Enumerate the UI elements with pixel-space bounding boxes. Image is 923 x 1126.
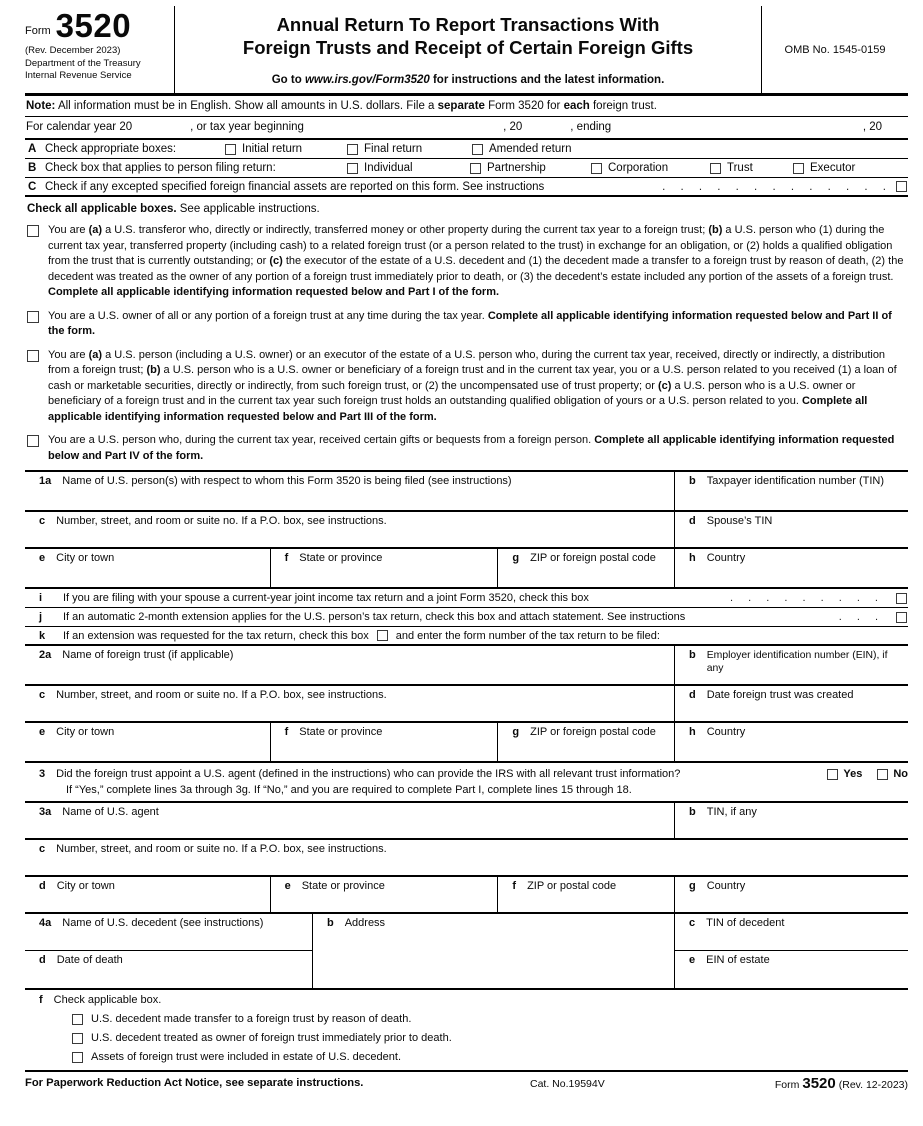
individual-checkbox[interactable] [347,163,358,174]
extension-2month-checkbox[interactable] [896,612,907,623]
beginning-year-field[interactable] [522,121,570,133]
line-c-dot-leader: . . . . . . . . . . . . . [662,180,886,193]
field-2c-street[interactable] [25,686,674,721]
line-1k [25,627,908,644]
goto-instructions: Go to www.irs.gov/Form3520 for instructions and the latest information. [271,74,665,86]
field-label: Country [706,880,746,892]
ending-year-field[interactable] [882,121,908,133]
assets-included-option[interactable] [25,1051,908,1063]
field-3e-agent-state[interactable] [270,877,498,912]
field-label: Name of U.S. decedent (see instructions) [62,917,264,929]
amended-return-option[interactable] [472,143,571,155]
row-2c [25,686,908,723]
distribution-paragraph [25,342,908,428]
partnership-checkbox[interactable] [470,163,481,174]
executor-label: Executor [810,162,856,174]
field-number: 1a [39,475,52,487]
field-2b-ein[interactable] [674,646,908,684]
field-number: h [688,552,696,564]
row-1e [25,549,908,589]
row-3d [25,877,908,914]
field-label: Name of U.S. person(s) with respect to whom this Form 3520 is being filed (see instructions) [62,475,512,487]
field-number: f [512,880,517,892]
field-2d-date-created[interactable] [674,686,908,721]
field-number: c [39,843,46,855]
line-b-letter: B [28,162,37,174]
tax-year-ending-field[interactable] [611,121,863,133]
field-label: State or province [299,552,383,564]
field-2g-zip[interactable] [497,723,674,761]
executor-option[interactable] [793,162,855,174]
gifts-paragraph [25,427,908,470]
yes-checkbox[interactable] [827,769,838,780]
field-label: State or province [299,726,383,738]
owner-paragraph [25,303,908,342]
field-label: Employer identification number (EIN), if any [706,650,888,674]
field-label: City or town [56,880,115,892]
row-1i [25,589,908,608]
field-label: ZIP or foreign postal code [530,726,656,738]
field-number: c [39,689,46,701]
field-3b-agent-tin[interactable] [674,803,908,838]
extension-requested-checkbox[interactable] [377,630,388,641]
field-3c-agent-street[interactable] [25,840,908,875]
partnership-label: Partnership [487,162,546,174]
field-number: b [689,649,696,661]
field-label: Date of death [56,954,123,966]
line-b [25,159,908,178]
field-3a-agent-name[interactable] [25,803,674,838]
form-title-line2: Foreign Trusts and Receipt of Certain Foreign Gifts [242,37,694,58]
decedent-left-column [25,914,312,988]
no-option[interactable] [877,766,908,782]
trust-option[interactable] [710,162,753,174]
distribution-checkbox[interactable] [27,350,39,362]
department-line1: Department of the Treasury [25,58,141,69]
field-number: e [688,954,696,966]
field-number: 3a [39,806,52,818]
field-label: Name of U.S. agent [62,806,159,818]
field-number: g [688,880,696,892]
field-2h-country[interactable] [674,723,908,761]
field-3f-agent-zip[interactable] [497,877,674,912]
row-1a [25,472,908,512]
decedent-middle-column [312,914,674,988]
field-label: ZIP or foreign postal code [530,552,656,564]
row-3 [25,763,908,803]
final-return-checkbox[interactable] [347,144,358,155]
field-1b-tin[interactable] [674,472,908,510]
field-3g-agent-country[interactable] [674,877,908,912]
field-1g-zip[interactable] [497,549,674,587]
field-4e-estate-ein[interactable] [675,951,908,988]
line-1k-label-2: and enter the form number of the tax return to be filed: [395,629,660,642]
field-number: 2a [39,649,52,661]
footer-revision: (Rev. 12-2023) [838,1079,908,1091]
field-number: b [689,806,696,818]
decedent-transfer-option[interactable] [25,1013,908,1025]
owner-text: You are a U.S. owner of all or any portion of a foreign trust at any time during the tax year. Complete all applicable identifying information requested below and Part II of the form. [48,309,892,337]
calendar-year-line [25,117,908,140]
field-number: k [39,629,46,642]
field-label: Date foreign trust was created [706,689,854,701]
field-4d-date-of-death[interactable] [25,951,312,988]
field-number: g [512,552,520,564]
field-number: h [688,726,696,738]
yes-option[interactable] [827,766,862,782]
field-number: g [512,726,520,738]
corporation-label: Corporation [608,162,669,174]
line-c [25,178,908,197]
joint-return-checkbox[interactable] [896,593,907,604]
field-2e-city[interactable] [25,723,270,761]
excepted-assets-checkbox[interactable] [896,181,907,192]
decedent-transfer-label: U.S. decedent made transfer to a foreign trust by reason of death. [91,1013,412,1025]
field-label: Number, street, and room or suite no. If a P.O. box, see instructions. [56,843,387,855]
identification-table [25,470,908,1072]
no-checkbox[interactable] [877,769,888,780]
field-number: j [39,611,43,623]
field-number: e [39,726,46,738]
catalog-number: Cat. No.19594V [530,1078,605,1090]
decedent-owner-checkbox[interactable] [72,1033,83,1044]
corporation-checkbox[interactable] [591,163,602,174]
field-1c-street[interactable] [25,512,674,547]
individual-label: Individual [364,162,413,174]
omb-number: OMB No. 1545-0159 [784,43,886,56]
field-1h-country[interactable] [674,549,908,587]
gifts-checkbox[interactable] [27,435,39,447]
executor-checkbox[interactable] [793,163,804,174]
form-number: 3520 [55,7,132,44]
line-3-first [39,766,908,782]
field-number: c [39,515,46,527]
field-2f-state[interactable] [270,723,498,761]
line-c-letter: C [28,180,37,193]
corporation-option[interactable] [591,162,668,174]
form-word: Form [25,25,51,37]
form-id-block [25,6,175,93]
line-1i-label: If you are filing with your spouse a current-year joint income tax return and a joint Form 3520, check this box [63,592,589,604]
field-label: Taxpayer identification number (TIN) [706,475,885,487]
footer-form-id [775,1075,908,1092]
final-return-option[interactable] [347,143,422,155]
field-number: f [284,552,289,564]
field-1a-us-person-name[interactable] [25,472,674,510]
gifts-text: You are a U.S. person who, during the current tax year, received certain gifts or bequests from a foreign person. Complete all applicable identifying information requested below and Part IV of the form. [48,434,895,462]
line-a [25,140,908,159]
field-number: c [688,917,696,929]
line-b-label: Check box that applies to person filing return: [45,162,276,174]
field-label: Spouse’s TIN [706,515,773,527]
field-number: i [39,592,43,604]
field-3d-agent-city[interactable] [25,877,270,912]
decedent-transfer-checkbox[interactable] [72,1014,83,1025]
individual-option[interactable] [347,162,413,174]
form-title-line1: Annual Return To Report Transactions With [276,14,660,35]
form-title-block [175,6,762,93]
field-label: TIN of decedent [706,917,785,929]
no-label: No [893,768,908,780]
distribution-text: You are (a) a U.S. person (including a U.S. owner) or an executor of the estate of a U.S. person who, during the current tax year, received, directly or indirectly, a distribution from a foreign trust; (b) a U.S. person who is a U.S. owner or beneficiary of a foreign trust and in the current tax year, you or a U.S. person related to you received (1) a loan of cash or marketable securities, directly or indirectly, from such foreign trust, or (2) the uncompensated use of trust property; or (c) a U.S. person who is a U.S. owner or beneficiary of a foreign trust and in the current tax year such foreign trust holds an outstanding qualified obligation of yours or a U.S. person related to you. Complete all applicable identifying information requested below and Part III of the form. [48,348,897,423]
row-4-decedent-block [25,914,908,990]
line-4f-label: Check applicable box. [53,994,162,1006]
field-label: Number, street, and room or suite no. If a P.O. box, see instructions. [56,515,387,527]
row-1j [25,608,908,627]
field-number: d [689,689,696,701]
note-line: Note: All information must be in English. Show all amounts in U.S. dollars. File a separate Form 3520 for each foreign trust. [25,96,908,117]
initial-return-checkbox[interactable] [225,144,236,155]
extension-form-number-field[interactable] [668,630,908,642]
field-number: b [689,475,696,487]
initial-return-option[interactable] [225,143,302,155]
field-label: Address [344,917,386,929]
transferor-checkbox[interactable] [27,225,39,237]
row-1c [25,512,908,549]
calendar-text-3: , 20 [503,121,523,133]
owner-checkbox[interactable] [27,311,39,323]
calendar-text-1: For calendar year 20 [26,121,133,133]
row-4f [25,990,908,1072]
field-1f-state[interactable] [270,549,498,587]
form-title [181,13,755,59]
transferor-paragraph [25,217,908,303]
paperwork-notice: For Paperwork Reduction Act Notice, see separate instructions. [25,1077,364,1089]
line-1i [25,589,908,607]
form-header [25,6,908,96]
field-4b-decedent-address[interactable] [313,914,674,988]
row-3a [25,803,908,840]
initial-return-label: Initial return [242,143,303,155]
line-3-question [25,763,908,801]
field-4c-decedent-tin[interactable] [675,914,908,951]
field-number: d [689,515,696,527]
footer-form-number: 3520 [802,1075,836,1092]
field-number: e [284,880,291,892]
calendar-text-2: , or tax year beginning [190,121,304,133]
amended-return-label: Amended return [489,143,572,155]
field-number: d [39,954,46,966]
field-label: State or province [301,880,385,892]
decedent-owner-option[interactable] [25,1032,908,1044]
assets-included-label: Assets of foreign trust were included in estate of U.S. decedent. [91,1051,402,1063]
field-number: e [39,552,46,564]
field-number: d [39,880,46,892]
field-label: Country [706,552,746,564]
field-2a-trust-name[interactable] [25,646,674,684]
line-a-letter: A [28,143,37,155]
tax-year-beginning-field[interactable] [304,121,503,133]
line-a-label: Check appropriate boxes: [45,143,177,155]
field-number: f [284,726,289,738]
final-return-label: Final return [364,143,423,155]
decedent-owner-label: U.S. decedent treated as owner of foreign trust immediately prior to death. [91,1032,452,1044]
amended-return-checkbox[interactable] [472,144,483,155]
line-1j-dot-leader: . . . [838,611,878,623]
field-number: 3 [39,768,46,780]
transferor-text: You are (a) a U.S. transferor who, directly or indirectly, transferred money or other property during the current tax year to a foreign trust; (b) a U.S. person who (1) during the current tax year, transferred property (including cash) to a related foreign trust (or a person related to the trust) in exchange for an obligation, or (2) holds a qualified obligation from the trust that is currently outstanding; or (c) the executor of the estate of a U.S. decedent and (1) the decedent made a transfer to a foreign trust by reason of death, (2) the decedent was treated as the owner of any portion of a foreign trust immediately prior to death, or (3) the decedent’s estate included any portion of the assets of a foreign trust. Complete all applicable identifying information requested below and Part I of the form. [48,224,904,298]
line-1k-label-1: If an extension was requested for the tax return, check this box [63,629,369,642]
line-4f-heading [25,994,908,1006]
field-4a-decedent-name[interactable] [25,914,312,951]
row-1k [25,627,908,646]
field-number: f [39,994,43,1006]
yes-label: Yes [843,768,863,780]
line-3-label: Did the foreign trust appoint a U.S. agent (defined in the instructions) who can provide the IRS with all relevant trust information? [56,768,681,780]
field-label: EIN of estate [706,954,770,966]
field-number: b [326,917,334,929]
decedent-right-column [674,914,908,988]
field-label: ZIP or postal code [527,880,617,892]
footer-form-word: Form [774,1079,800,1091]
department-line2: Internal Revenue Service [25,69,132,81]
calendar-year-field[interactable] [132,121,190,133]
field-1e-city[interactable] [25,549,270,587]
revision-date: (Rev. December 2023) [25,45,121,56]
row-2e [25,723,908,763]
field-number: 4a [39,917,52,929]
assets-included-checkbox[interactable] [72,1052,83,1063]
field-label: Country [706,726,746,738]
field-label: City or town [56,552,115,564]
line-1j-label: If an automatic 2-month extension applies for the U.S. person’s tax return, check this box and attach statement. See instructions [63,611,686,623]
trust-checkbox[interactable] [710,163,721,174]
line-3-second: If “Yes,” complete lines 3a through 3g. If “No,” and you are required to complete Part I, complete lines 15 through 18. [66,784,632,796]
row-3c [25,840,908,877]
field-label: City or town [56,726,115,738]
line-c-label: Check if any excepted specified foreign financial assets are reported on this form. See instructions [45,180,545,193]
row-2a [25,646,908,686]
trust-label: Trust [727,162,753,174]
applicable-heading: Check all applicable boxes. See applicable instructions. [27,203,320,215]
yes-no-group [827,766,908,782]
line-1j [25,608,908,626]
partnership-option[interactable] [470,162,546,174]
calendar-text-5: , 20 [862,121,882,133]
field-label: Number, street, and room or suite no. If a P.O. box, see instructions. [56,689,387,701]
form-footer [25,1072,908,1096]
omb-block [762,6,908,93]
form-number-line [25,7,170,44]
line-1i-dot-leader: . . . . . . . . . [730,592,878,604]
field-label: Name of foreign trust (if applicable) [62,649,234,661]
field-1d-spouse-tin[interactable] [674,512,908,547]
field-label: TIN, if any [706,806,757,818]
calendar-text-4: , ending [570,121,612,133]
